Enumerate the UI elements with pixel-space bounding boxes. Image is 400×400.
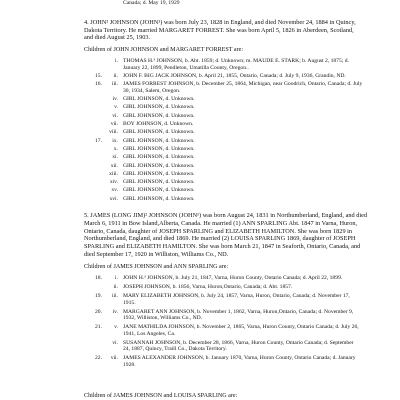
child-text: 1915. [123, 299, 136, 306]
child-roman: iv. [112, 96, 118, 103]
child-text: GIRL JOHNSON, d. Unknown. [123, 154, 195, 161]
para5-line: Ontario, Canada, daughter of JOSEPH SPARLING and ELIZABETH HAMILTON. She was born 1829 in [84, 227, 353, 235]
child-roman: ii. [113, 72, 118, 79]
child-roman: i. [115, 275, 118, 281]
child-number: 22. [95, 355, 102, 362]
child-number: 17. [95, 137, 102, 144]
child-text: GIRL JOHNSON, d. Unknown. [123, 179, 195, 186]
child-text: GIRL JOHNSON, d. Unknown. [123, 129, 195, 136]
child-text: 1941, Los Angeles, Ca. [123, 330, 176, 337]
children5-heading: Children of JAMES JOHNSON and ANN SPARLING are: [84, 264, 229, 270]
child-roman: xi. [112, 154, 118, 161]
child-text: JAMES ALEXANDER JOHNSON, b. January 1870, Varna, Huron County, Ontario Canada; d. January [123, 355, 356, 362]
child-text: GIRL JOHNSON, d. Unknown. [123, 137, 195, 144]
child-text: GIRL JOHNSON, d. Unknown. [123, 96, 195, 103]
child-number: 18. [95, 275, 102, 281]
child-roman: xiii. [109, 170, 118, 177]
child-text: GIRL JOHNSON, d. Unknown. [123, 104, 195, 111]
child-roman: v. [114, 324, 118, 331]
child-text: MARGARET ANN JOHNSON, b. November 1, 1862, Varna, Huron,Ontario, Canada; d. November 9, [123, 308, 354, 315]
child-text: BOY JOHNSON, d. Unknown. [123, 121, 194, 127]
child-roman: iii. [111, 81, 118, 88]
child-roman: ix. [112, 137, 118, 144]
child-roman: vii. [110, 121, 118, 127]
child-text: 1932, Williston, Williams Co., ND. [123, 315, 203, 322]
child-number: 16. [95, 81, 102, 88]
top-line: Canada; d. May 19, 1929 [123, 0, 180, 6]
child-text: GIRL JOHNSON, d. Unknown. [123, 187, 195, 194]
para5-line: 5. JAMES (LONG JIM)² JOHNSON (JOHN¹) was born August 24, 1831 in Northumberland, England, and died [84, 212, 368, 219]
child-text: JAMES FORREST JOHNSON, b. December 25, 1864, Michigan, near Goodrich, Ontario, Canada; d. July [123, 81, 363, 88]
child-text: JOHN H.³ JOHNSON, b. July 21, 1847, Varna, Huron County, Ontario Canada; d. April 22, 1899. [123, 275, 343, 281]
child-roman: ii. [113, 284, 118, 290]
para5-line: SPARLING and ELIZABETH HAMILTON. She was born March 21, 1847 in Seaforth, Ontario, Canada, and [84, 243, 361, 251]
para4-line: Dakota Territory. He married MARGARET FORREST. She was born April 5, 1826 in Aberdeen, Scotland, [84, 26, 354, 34]
child-roman: iii. [111, 293, 118, 299]
para4-line: 4. JOHN² JOHNSON (JOHN¹) was born July 23, 1828 in England, and died November 24, 1884 in Quincy, [84, 19, 356, 26]
child-number: 19. [95, 293, 102, 299]
child-roman: viii. [109, 129, 118, 136]
child-text: GIRL JOHNSON, d. Unknown. [123, 170, 195, 177]
child-text: January 22, 1899, Pendleton, Umatilla County, Oregon.. [123, 64, 249, 71]
child-text: 30, 1934, Salem, Oregon. [123, 87, 181, 94]
child-number: 20. [95, 308, 102, 315]
para4-line: and died August 25, 1903. [84, 34, 151, 42]
child-text: 24, 1887, Quincy, Traill Co., Dakota Territory. [123, 346, 227, 353]
children6-heading: Children of JAMES JOHNSON and LOUISA SPARLING are: [84, 393, 238, 399]
child-text: GIRL JOHNSON, d. Unknown. [123, 195, 195, 202]
child-text: GIRL JOHNSON, d. Unknown. [123, 112, 195, 119]
child-roman: xv. [111, 187, 118, 194]
child-text: MARY ELIZABETH JOHNSON, b. July 24, 1857, Varna, Huron, Ontario, Canada; d. November 17, [123, 293, 350, 299]
child-roman: xiv. [109, 179, 118, 186]
para5-line: Northumberland, England, and died 1869. He married (2) LOUISA SPARLING 1869, daughter of JOSEPH [84, 235, 356, 243]
children4-heading: Children of JOHN JOHNSON and MARGARET FORREST are: [84, 47, 244, 53]
child-text: JOSEPH JOHNSON, b. 1856, Varna, Huron,Ontario, Canada; d. Abt. 1857. [123, 284, 293, 290]
child-number: 15. [95, 72, 102, 79]
child-roman: i. [115, 58, 118, 64]
child-roman: vi. [112, 339, 118, 346]
child-number: 21. [95, 324, 102, 331]
child-roman: iv. [112, 308, 118, 315]
child-roman: v. [114, 104, 118, 111]
child-text: GIRL JOHNSON, d. Unknown. [123, 145, 195, 152]
child-text: THOMAS H.³ JOHNSON, b. Abt. 1859; d. Unknown; m. MAUDE E. STARK; b. August 2, 1875; d. [123, 58, 349, 64]
child-roman: x. [113, 145, 118, 152]
child-roman: xvi. [109, 195, 118, 202]
child-text: JANE MATHILDA JOHNSON, b. November 2, 1865, Varna, Huron County, Ontario Canada; d. July 26, [123, 324, 359, 331]
child-text: SUSANNAH JOHNSON, b. December 28, 1866, Varna, Huron County, Ontario Canada; d. September [123, 339, 354, 346]
child-text: GIRL JOHNSON, d. Unknown. [123, 162, 195, 169]
para5-line: died September 17, 1920 in Williston, Williams Co., ND. [84, 251, 229, 258]
child-roman: vi. [112, 112, 118, 119]
para5-line: March 6, 1911 in Bow Island,Alberta, Canada. He married (1) ANN SPARLING Abt. 1847 in Varna, Huron, [84, 219, 358, 227]
child-text: JOHN F. BIG JACK JOHNSON, b. April 21, 1855, Ontario, Canada; d. July 9, 1936, Grandin, ND. [123, 72, 346, 79]
child-text: 1928. [123, 362, 136, 368]
child-roman: vii. [110, 355, 118, 362]
child-roman: xii. [110, 162, 118, 169]
